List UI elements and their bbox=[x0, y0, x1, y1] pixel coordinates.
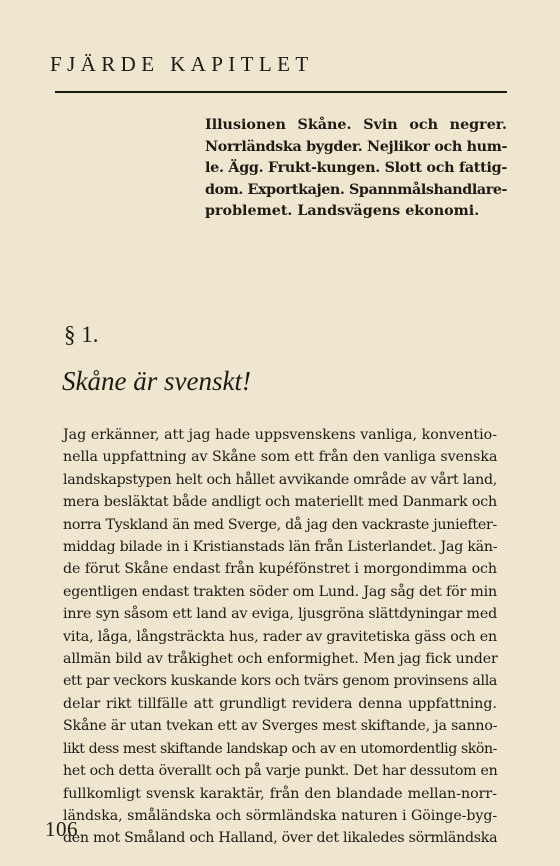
body-line: delar rikt tillfälle att grundligt revidera denna uppfattning. bbox=[63, 695, 497, 712]
body-line: Skåne är utan tvekan ett av Sverges mest skiftande, ja sanno- bbox=[63, 718, 498, 735]
body-line: ländska, småländska och sörmländska naturen i Göinge-byg- bbox=[63, 807, 498, 824]
summary-line: Illusionen Skåne. Svin och negrer. bbox=[205, 117, 507, 133]
body-line: fullkomligt svensk karaktär, från den blandade mellan-norr- bbox=[63, 785, 497, 802]
page-number: 106 bbox=[45, 817, 78, 841]
summary-line: dom. Exportkajen. Spannmålshandlare- bbox=[205, 181, 508, 198]
body-line: den mot Småland och Halland, över det likaledes sörmländska bbox=[63, 830, 498, 847]
summary-line: Norrländska bygder. Nejlikor och hum- bbox=[205, 138, 508, 155]
body-line: egentligen endast trakten söder om Lund. Jag såg det för min bbox=[63, 583, 497, 600]
summary-line: le. Ägg. Frukt-kungen. Slott och fattig- bbox=[205, 160, 508, 176]
chapter-heading: FJÄRDE KAPITLET bbox=[50, 52, 314, 76]
body-line: ett par veckors kuskande kors och tvärs genom provinsens alla bbox=[63, 673, 497, 690]
body-paragraph bbox=[63, 424, 497, 850]
body-line: landskapstypen helt och hållet avvikande område av vårt land, bbox=[63, 471, 498, 488]
body-line: likt dess mest skiftande landskap och av en utomordentlig skön- bbox=[63, 740, 497, 757]
section-number: § 1. bbox=[64, 322, 99, 347]
body-line: het och detta överallt och på varje punkt. Det har dessutom en bbox=[63, 763, 498, 780]
body-line: vita, låga, långsträckta hus, rader av gravitetiska gäss och en bbox=[63, 628, 497, 645]
body-line: norra Tyskland än med Sverge, då jag den vackraste juniefter- bbox=[63, 516, 497, 533]
body-line: allmän bild av tråkighet och enformighet. Men jag fick under bbox=[63, 651, 498, 668]
section-title: Skåne är svenskt! bbox=[62, 366, 251, 396]
body-line: inre syn såsom ett land av eviga, ljusgröna slättdyningar med bbox=[63, 606, 497, 623]
body-line: middag bilade in i Kristianstads län från Listerlandet. Jag kän- bbox=[63, 539, 498, 556]
body-line: nella uppfattning av Skåne som ett från den vanliga svenska bbox=[63, 449, 498, 466]
body-line: de förut Skåne endast från kupéfönstret i morgondimma och bbox=[63, 561, 497, 578]
heading-rule bbox=[55, 91, 507, 93]
body-line: Jag erkänner, att jag hade uppsvenskens vanliga, konventio- bbox=[63, 427, 497, 443]
chapter-summary bbox=[205, 115, 507, 223]
body-line: mera besläktat både andligt och materiellt med Danmark och bbox=[63, 494, 497, 511]
summary-line: problemet. Landsvägens ekonomi. bbox=[205, 203, 480, 219]
